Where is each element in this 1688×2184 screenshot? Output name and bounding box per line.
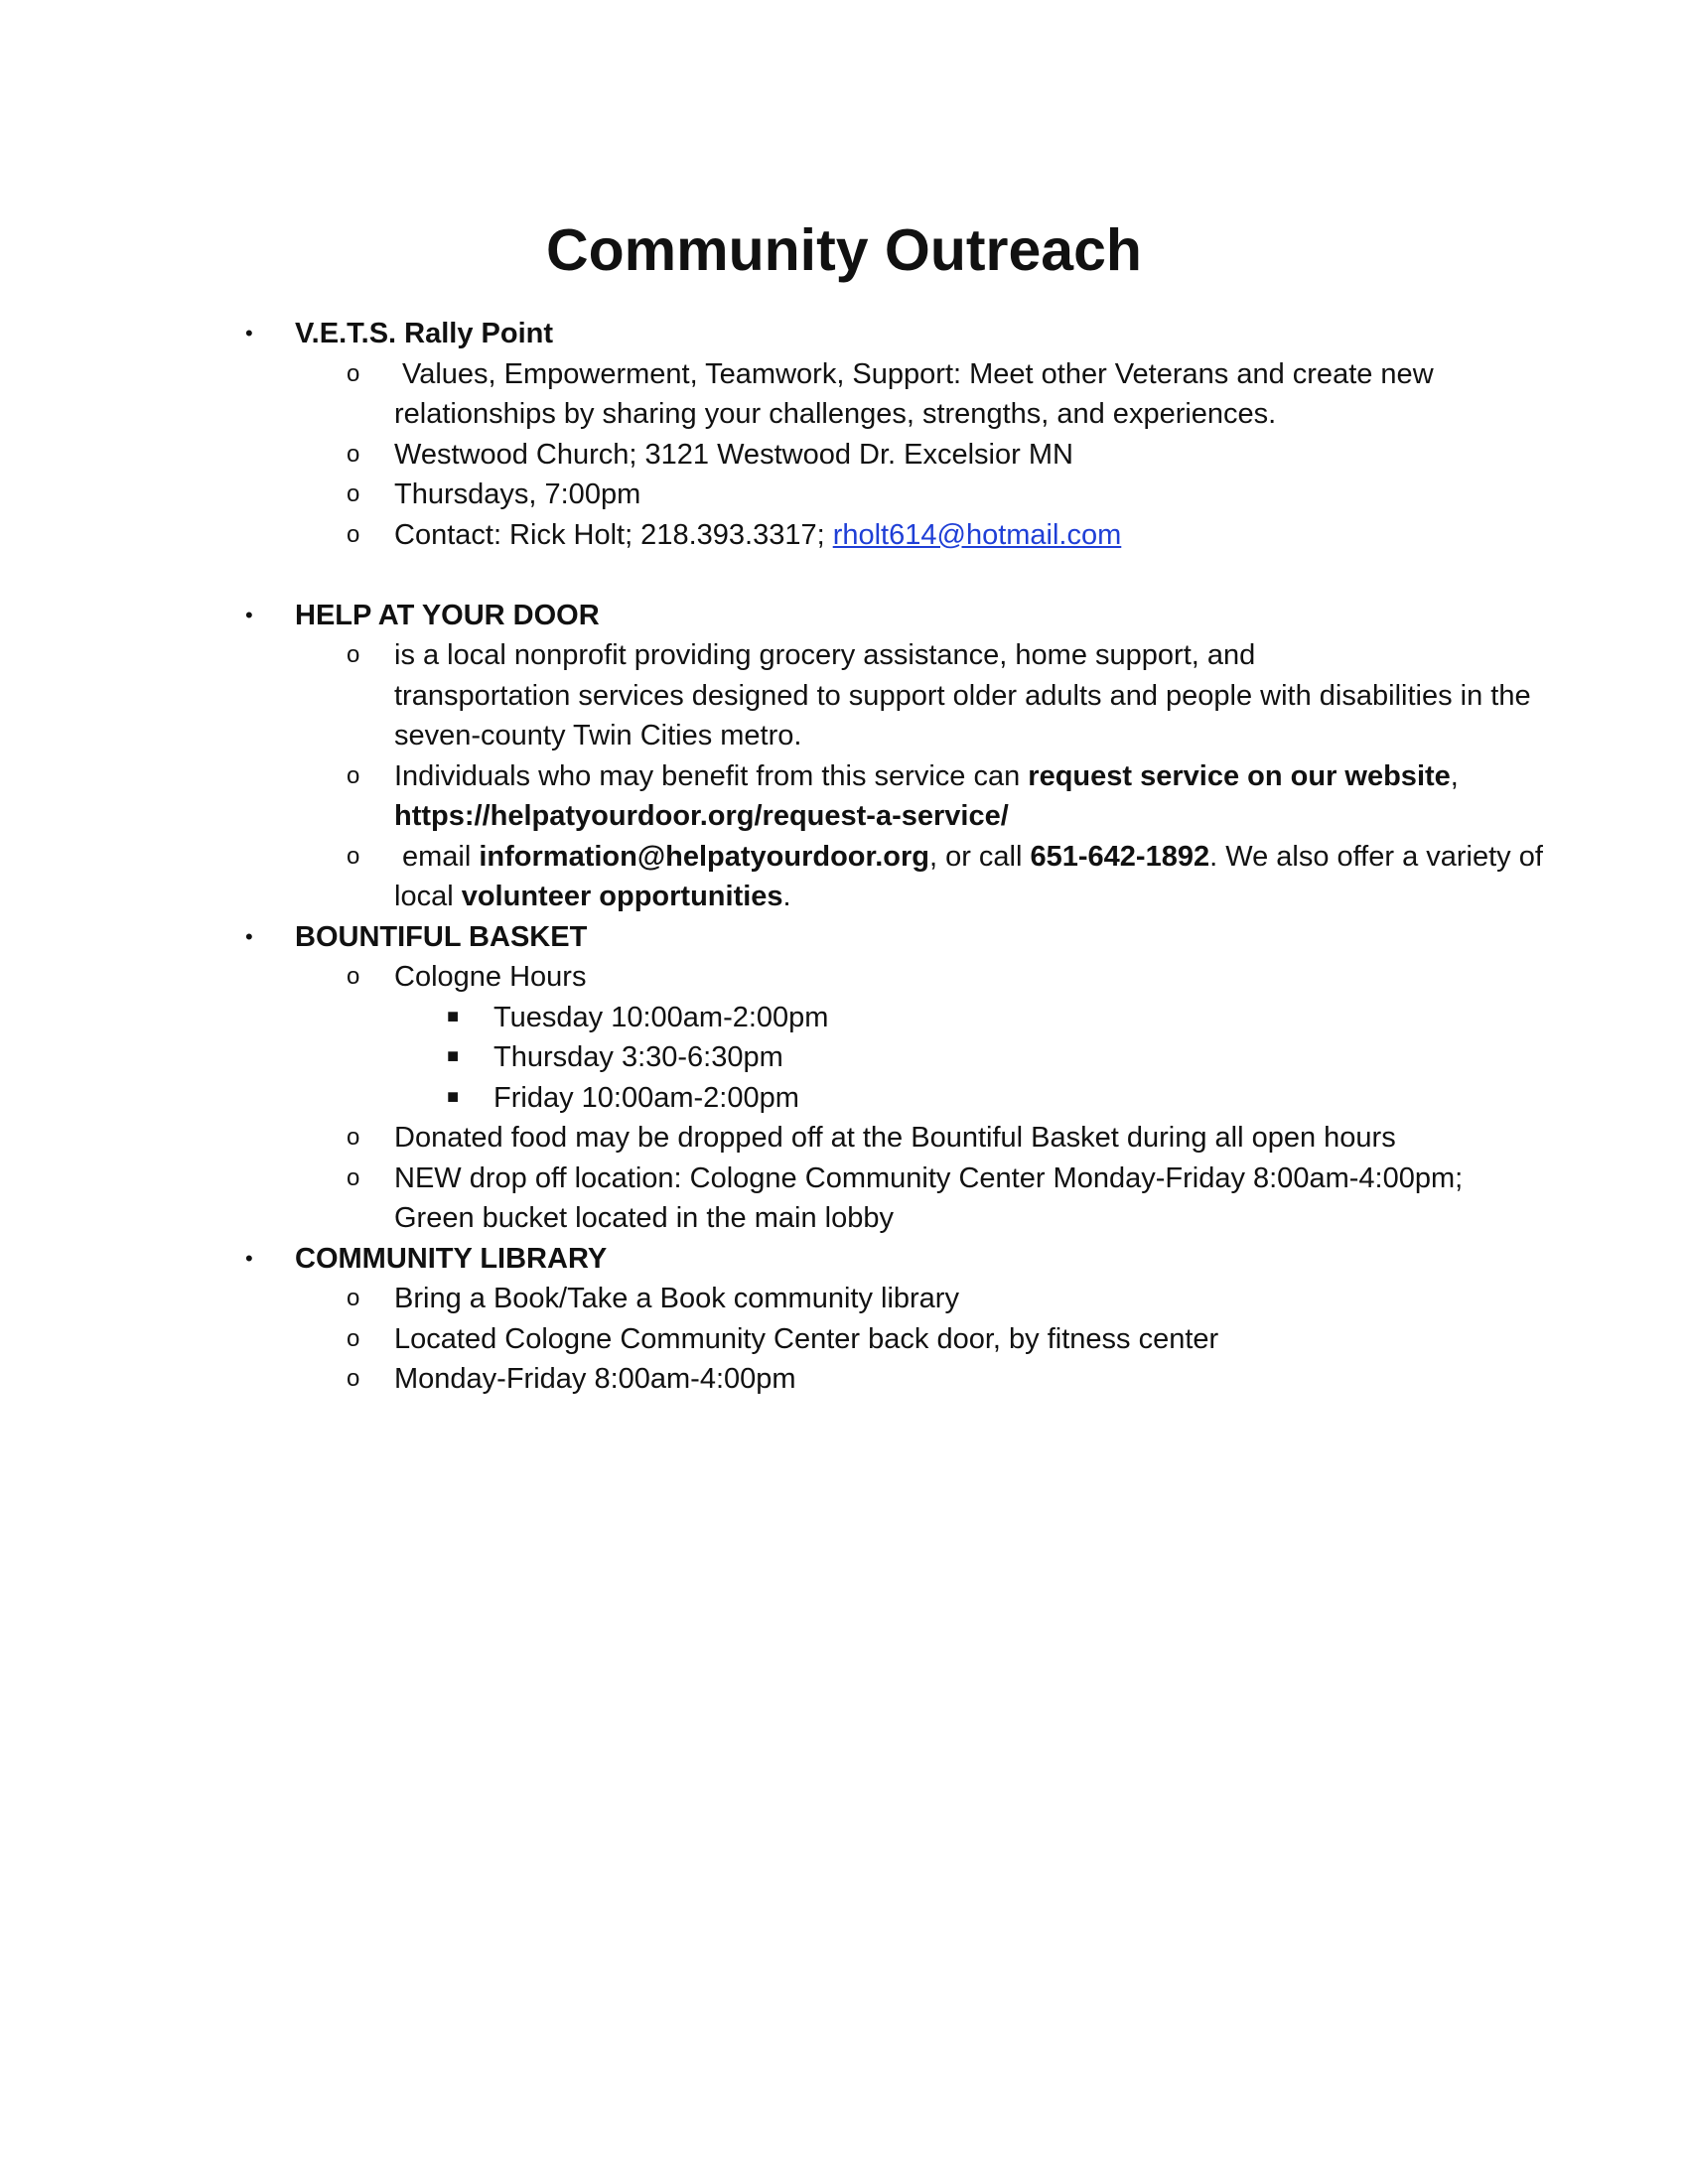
- request-service-url: https://helpatyourdoor.org/request-a-service/: [394, 800, 1009, 832]
- list-item: [0, 435, 1688, 476]
- page-title: Community Outreach: [546, 217, 1142, 283]
- bullet-square-icon: ■: [447, 1005, 460, 1027]
- hours-item: ■ Thursday 3:30-6:30pm: [0, 1037, 1688, 1078]
- item-text: transportation services designed to support older adults and people with disabilities in the seven-county Twin Cities metro.: [394, 679, 1531, 751]
- item-text: Monday-Friday 8:00am-4:00pm: [394, 1363, 796, 1395]
- item-text: Individuals who may benefit from this service can: [394, 759, 1029, 792]
- list-item: o Individuals who may benefit from this service can request service on our website, https://helpatyourdoor.org/request-a-service/: [0, 756, 1688, 837]
- volunteer-opportunities-text: volunteer opportunities: [461, 881, 783, 912]
- bullet-circle-icon: o: [347, 641, 360, 668]
- list-item: [0, 957, 1688, 998]
- list-item: [0, 1118, 1688, 1159]
- item-text: Thursdays, 7:00pm: [394, 478, 641, 510]
- item-text: Values, Empowerment, Teamwork, Support: Meet other Veterans and create new relationships by sharing your challenges, strengths, and experiences.: [394, 357, 1434, 430]
- bullet-circle-icon: o: [347, 963, 360, 990]
- info-email: information@helpatyourdoor.org: [479, 840, 929, 873]
- item-text: Donated food may be dropped off at the Bountiful Basket during all open hours: [394, 1122, 1396, 1154]
- list-item: [0, 515, 1688, 556]
- bullet-circle-icon: o: [347, 480, 360, 507]
- item-text: Westwood Church; 3121 Westwood Dr. Excelsior MN: [394, 438, 1073, 471]
- item-text: email: [402, 840, 480, 873]
- bullet-circle-icon: o: [347, 1124, 360, 1151]
- bullet-square-icon: ■: [447, 1085, 460, 1108]
- list-item: [0, 635, 1688, 756]
- section-vets: [0, 314, 1688, 555]
- bullet-dot-icon: •: [245, 1245, 253, 1271]
- list-item: o email information@helpatyourdoor.org, or call 651-642-1892. We also offer a variety of local volunteer opportunities.: [0, 837, 1688, 917]
- phone-number: 651-642-1892: [1030, 840, 1210, 873]
- bullet-dot-icon: •: [245, 602, 253, 627]
- list-item: [0, 1359, 1688, 1400]
- section-heading-basket: BOUNTIFUL BASKET: [295, 920, 588, 953]
- item-text: NEW drop off location: Cologne Community Center Monday-Friday 8:00am-4:00pm;: [394, 1161, 1464, 1194]
- bullet-circle-icon: o: [347, 520, 360, 548]
- item-text: Cologne Hours: [394, 961, 587, 993]
- bullet-circle-icon: o: [347, 359, 360, 387]
- list-item: [0, 1159, 1688, 1239]
- section-heading-vets: V.E.T.S. Rally Point: [295, 318, 554, 349]
- hours-item: ■ Friday 10:00am-2:00pm: [0, 1078, 1688, 1119]
- list-item: [0, 475, 1688, 515]
- list-item: [0, 354, 1688, 435]
- list-item: [0, 1319, 1688, 1360]
- section-heading-library: COMMUNITY LIBRARY: [295, 1242, 608, 1275]
- section-heading-help: HELP AT YOUR DOOR: [295, 599, 600, 631]
- bullet-dot-icon: •: [245, 923, 253, 949]
- contact-text: Contact: Rick Holt; 218.393.3317;: [394, 518, 833, 551]
- bullet-circle-icon: o: [347, 440, 360, 468]
- bullet-circle-icon: o: [347, 1365, 360, 1392]
- bullet-circle-icon: o: [347, 1324, 360, 1352]
- item-text: is a local nonprofit providing grocery assistance, home support, and: [394, 639, 1256, 671]
- bullet-circle-icon: o: [347, 761, 360, 789]
- bullet-circle-icon: o: [347, 1285, 360, 1311]
- section-community-library: [0, 1239, 1688, 1400]
- bullet-square-icon: ■: [447, 1045, 460, 1067]
- request-service-text: request service on our website: [1028, 759, 1451, 792]
- item-text: Located Cologne Community Center back door, by fitness center: [394, 1322, 1219, 1355]
- document-body: [0, 314, 1688, 1400]
- item-text: Green bucket located in the main lobby: [394, 1202, 894, 1234]
- hours-item: ■ Tuesday 10:00am-2:00pm: [0, 998, 1688, 1038]
- bullet-circle-icon: o: [347, 1163, 360, 1191]
- item-text: Bring a Book/Take a Book community library: [394, 1283, 959, 1314]
- list-item: [0, 1279, 1688, 1319]
- section-bountiful-basket: [0, 917, 1688, 1239]
- contact-email-link[interactable]: rholt614@hotmail.com: [832, 518, 1122, 551]
- bullet-dot-icon: •: [245, 321, 253, 345]
- bullet-circle-icon: o: [347, 842, 360, 870]
- section-help-at-your-door: [0, 596, 1688, 917]
